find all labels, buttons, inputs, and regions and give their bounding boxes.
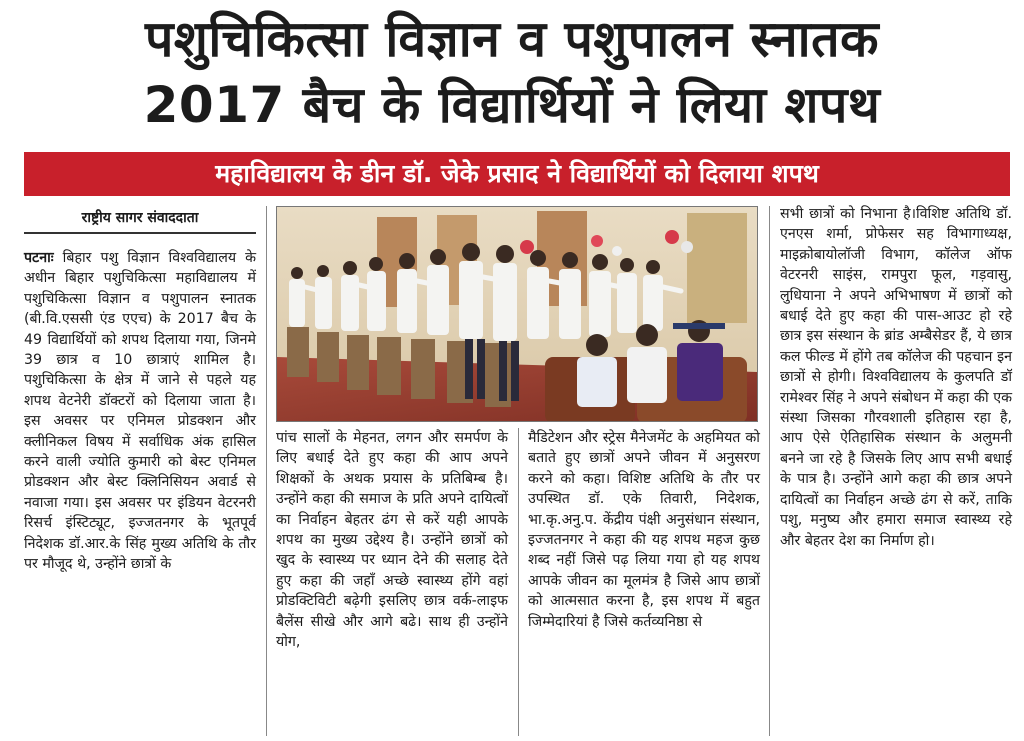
article-column-2: पांच सालों के मेहनत, लगन और समर्पण के लिए बधाई देते हुए कहा की आप अपने शिक्षकों के अथक प्रयास के प्रतिबिम्ब है। उन्होंने कहा की समाज के प्रति अपने दायित्वों का निर्वाहन बेहतर ढंग से करें यही आपके शपथ का मुख्य उद्देश्य है। उन्होंने छात्रों को खुद के स्वास्थ्य पर ध्यान देने की सलाह देते हुए कहा की जहाँ अच्छे स्वास्थ्य होंगे वहां प्रोडक्टिविटी बढ़ेगी इसलिए छात्र वर्क-लाइफ बैलेंस सीखे और आगे बढे। साथ ही उन्होंने योग, xyxy=(276,430,508,651)
article-column-1 xyxy=(24,248,256,575)
headline-line-2: 2017 बैच के विद्यार्थियों ने लिया शपथ xyxy=(143,76,881,134)
dateline: पटनाः xyxy=(24,250,54,266)
column-1-text: बिहार पशु विज्ञान विश्वविद्यालय के अधीन बिहार पशुचिकित्सा महाविद्यालय में पशुचिकित्सा विज्ञान व पशुपालन स्नातक (बी.वि.एससी एंड एएच) के 2017 बैच के 49 विद्यार्थियों को शपथ दिलाया गया, जिनमे 39 छात्र व 10 छात्राएं शामिल है। पशुचिकित्सा के क्षेत्र में जाने से पहले यह शपथ वेटनेरी डॉक्टरों को दिलाया जाता है। इस अवसर पर एनिमल प्रोडक्शन और क्लीनिकल विषय में सर्वाधिक अंक हासिल करने वाली ज्योति कुमारी को बेस्ट एनिमल प्रोडक्शन और बेस्ट क्लिनिसियन अवार्ड से नवाजा गया। इस अवसर पर इंडियन वेटरनरी रिसर्च इंस्टिट्यूट, इज्जतनगर के भूतपूर्व निदेशक डॉ.आर.के सिंह मुख्य अतिथि के तौर पर मौजूद थे, उन्होंने छात्रों के xyxy=(24,250,256,573)
news-photo xyxy=(276,206,758,422)
article-column-3: मैडिटेशन और स्ट्रेस मैनेजमेंट के अहमियत को बताते हुए छात्रों अपने जीवन में अनुसरण करने को कहा। विशिष्ट अतिथि के तौर पर उपस्थित डॉ. एके तिवारी, निदेशक, भा.कृ.अनु.प. केंद्रीय पंक्षी अनुसंधान संस्थान, इज्जतनगर ने कहा की यह शपथ महज कुछ शब्द नहीं जिसे पढ़ लिया गया हो यह शपथ आपके जीवन का मूलमंत्र है जिसे आप छात्रों को आत्मसात करना है, इस शपथ में बहुत जिम्मेदारियां है जिसे कर्तव्यनिष्ठा से xyxy=(528,430,760,630)
headline-line-1: पशुचिकित्सा विज्ञान व पशुपालन स्नातक xyxy=(144,10,880,68)
oath-ceremony-photo xyxy=(277,207,758,422)
column-divider xyxy=(266,206,267,736)
article-column-4: सभी छात्रों को निभाना है।विशिष्ट अतिथि डॉ. एनएस शर्मा, प्रोफेसर सह विभागाध्यक्ष, माइक्रोबायोलॉजी विभाग, कॉलेज ऑफ वेटरनरी साइंस, रामपुरा फूल, गड़वासु, लुधियाना ने अपने अभिभाषण में छात्रों को बधाई देते हुए कहा की पास-आउट हो रहे छात्र इस संस्थान के ब्रांड अम्बैसेडर हैं, ये छात्र कल फील्ड में होंगे तब कॉलेज की पहचान इन छात्रों से होगी। विश्वविद्यालय के कुलपति डॉ रामेश्वर सिंह ने अपने संबोधन में कहा की एक संस्था जिसका गौरवशाली इतिहास रहा है, आप ऐसे ऐतिहासिक संस्थान के अलुमनी बनने जा रहे है जिसके लिए आप सभी बधाई के पात्र है। उन्होंने आगे कहा की छात्र अपने दायित्वों का निर्वाहन अच्छे ढंग से करें, ताकि पशु, मनुष्य और हमारा समाज स्वास्थ्य रहे और बेहतर देश का निर्माण हो। xyxy=(780,206,1012,549)
subheadline-banner: महाविद्यालय के डीन डॉ. जेके प्रसाद ने विद्यार्थियों को दिलाया शपथ xyxy=(24,152,1010,196)
headline xyxy=(0,6,1024,138)
column-divider xyxy=(518,428,519,736)
byline: राष्ट्रीय सागर संवाददाता xyxy=(24,208,256,234)
column-divider xyxy=(769,206,770,736)
